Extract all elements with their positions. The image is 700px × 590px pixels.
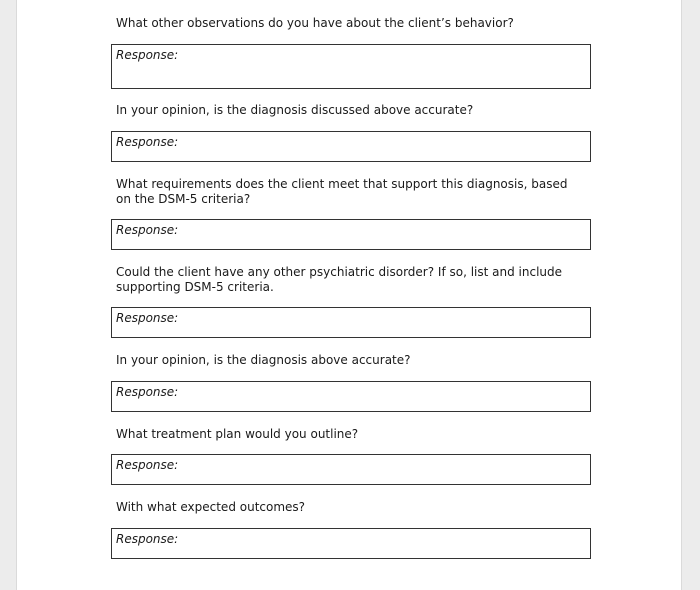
question-4: Could the client have any other psychiatric disorder? If so, list and include supporting DSM-5 criteria. (116, 265, 563, 294)
question-3: What requirements does the client meet that support this diagnosis, based on the DSM-5 criteria? (116, 177, 568, 206)
document-page (16, 0, 682, 590)
question-6: What treatment plan would you outline? (116, 427, 359, 441)
response-label: Response: (116, 458, 179, 472)
question-1: What other observations do you have about the client’s behavior? (116, 16, 514, 30)
response-field-5[interactable] (111, 381, 591, 412)
response-label: Response: (116, 385, 179, 399)
response-field-1[interactable] (111, 44, 591, 89)
response-label: Response: (116, 532, 179, 546)
response-label: Response: (116, 223, 179, 237)
response-label: Response: (116, 48, 179, 62)
response-field-2[interactable] (111, 131, 591, 162)
response-field-3[interactable] (111, 219, 591, 250)
question-5: In your opinion, is the diagnosis above accurate? (116, 353, 411, 367)
response-field-4[interactable] (111, 307, 591, 338)
response-label: Response: (116, 311, 179, 325)
response-field-6[interactable] (111, 454, 591, 485)
response-label: Response: (116, 135, 179, 149)
question-2: In your opinion, is the diagnosis discussed above accurate? (116, 103, 474, 117)
question-7: With what expected outcomes? (116, 500, 306, 514)
response-field-7[interactable] (111, 528, 591, 559)
